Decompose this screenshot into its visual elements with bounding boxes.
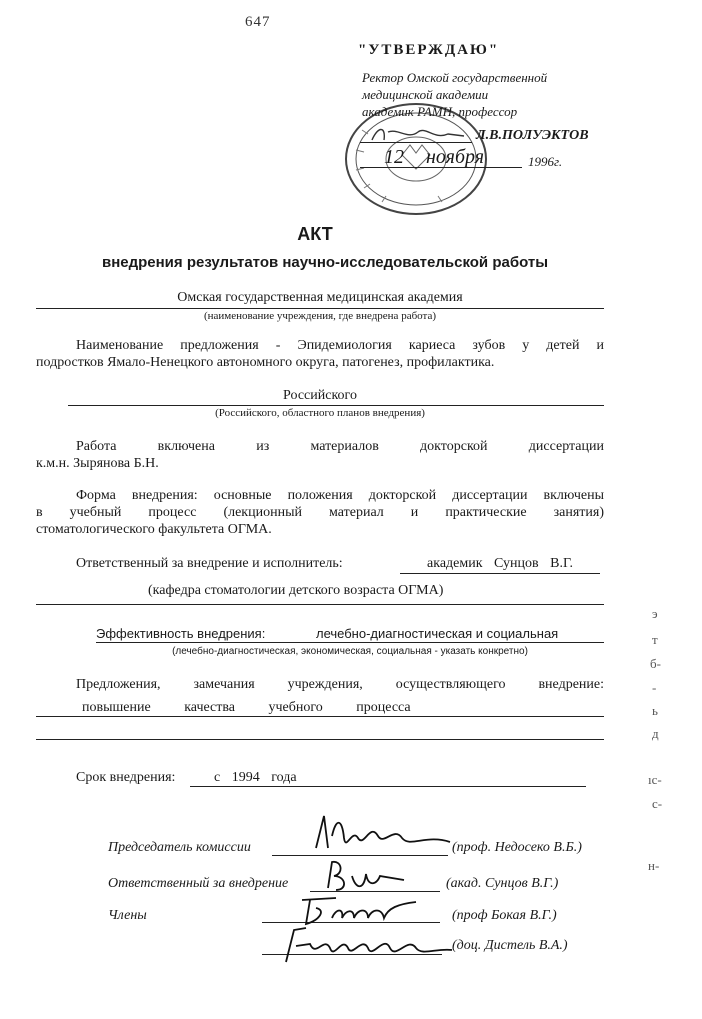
document-subtitle: внедрения результатов научно-исследовательской работы	[101, 254, 549, 271]
responsible-signer-name: (акад. Сунцов В.Г.)	[446, 876, 559, 891]
plan-caption: (Российского, областного планов внедрения)	[215, 407, 425, 419]
effectiveness-label: Эффективность внедрения:	[96, 626, 266, 641]
responsible-line	[400, 573, 600, 574]
margin-mark: н-	[648, 858, 660, 873]
approval-line-1: Ректор Омской государственной	[362, 70, 548, 85]
approval-date-month: ноября	[426, 146, 485, 168]
term-value: с 1994 года	[214, 770, 297, 785]
member2-name: (доц. Дистель В.А.)	[452, 938, 568, 953]
source-line-1: Работа включена из материалов докторской диссертации	[76, 439, 604, 454]
institution-caption: (наименование учреждения, где внедрена работа)	[203, 310, 437, 322]
institution-line	[36, 308, 604, 309]
form-line-1: Форма внедрения: основные положения докторской диссертации включены	[76, 488, 604, 503]
margin-mark: ь	[652, 703, 658, 718]
page-number: 647	[245, 14, 271, 30]
effectiveness-caption: (лечебно-диагностическая, экономическая, социальная - указать конкретно)	[172, 646, 528, 657]
proposal-line-1: Наименование предложения - Эпидемиология кариеса зубов у детей и	[76, 338, 604, 353]
term-label: Срок внедрения:	[76, 770, 176, 785]
margin-mark: д	[652, 726, 659, 741]
responsible-signer-label: Ответственный за внедрение	[108, 876, 289, 891]
rector-signature	[368, 122, 468, 148]
institution-value: Омская государственная медицинская академия	[177, 290, 463, 305]
effectiveness-value: лечебно-диагностическая и социальная	[316, 626, 559, 641]
suggestions-line-2	[36, 716, 604, 717]
term-line	[190, 786, 586, 787]
members-label: Члены	[108, 908, 147, 923]
proposal-line-2: подростков Ямало-Ненецкого автономного округа, патогенез, профилактика.	[36, 355, 495, 370]
approval-date-day: 12	[384, 146, 404, 168]
member1-name: (проф Бокая В.Г.)	[452, 908, 557, 923]
approval-line-2: медицинской академии	[362, 87, 489, 102]
margin-mark: э	[652, 606, 658, 621]
member2-signature	[276, 922, 456, 968]
chair-name: (проф. Недосеко В.Б.)	[452, 840, 582, 855]
suggestions-line-1: Предложения, замечания учреждения, осуществляющего внедрение:	[76, 677, 604, 692]
approval-heading: "УТВЕРЖДАЮ"	[358, 42, 500, 58]
source-line-2: к.м.н. Зырянова Б.Н.	[36, 456, 159, 471]
responsible-department: (кафедра стоматологии детского возраста ОГМА)	[148, 583, 444, 598]
margin-mark: б-	[650, 656, 661, 671]
responsible-value: академик Сунцов В.Г.	[427, 556, 573, 571]
form-line-2: в учебный процесс (лекционный материал и практические занятия)	[36, 505, 604, 520]
margin-mark: ıс-	[648, 772, 662, 787]
suggestions-value: повышение качества учебного процесса	[82, 700, 411, 715]
approval-line-3: академик РАМН, профессор	[362, 104, 518, 119]
plan-value: Российского	[283, 388, 357, 403]
responsible-label: Ответственный за внедрение и исполнитель:	[76, 556, 343, 571]
margin-mark: -	[652, 680, 657, 695]
plan-line	[68, 405, 604, 406]
margin-mark: с-	[652, 796, 663, 811]
effectiveness-line	[96, 642, 604, 643]
margin-mark: т	[652, 632, 658, 647]
chair-label: Председатель комиссии	[108, 840, 251, 855]
approval-date-year: 1996г.	[528, 154, 563, 169]
document-title: АКТ	[297, 224, 333, 244]
form-line-3: стоматологического факультета ОГМА.	[36, 522, 272, 537]
chair-signature	[306, 808, 456, 858]
suggestions-line-3	[36, 739, 604, 740]
rector-name: Л.В.ПОЛУЭКТОВ	[476, 128, 589, 143]
department-line	[36, 604, 604, 605]
